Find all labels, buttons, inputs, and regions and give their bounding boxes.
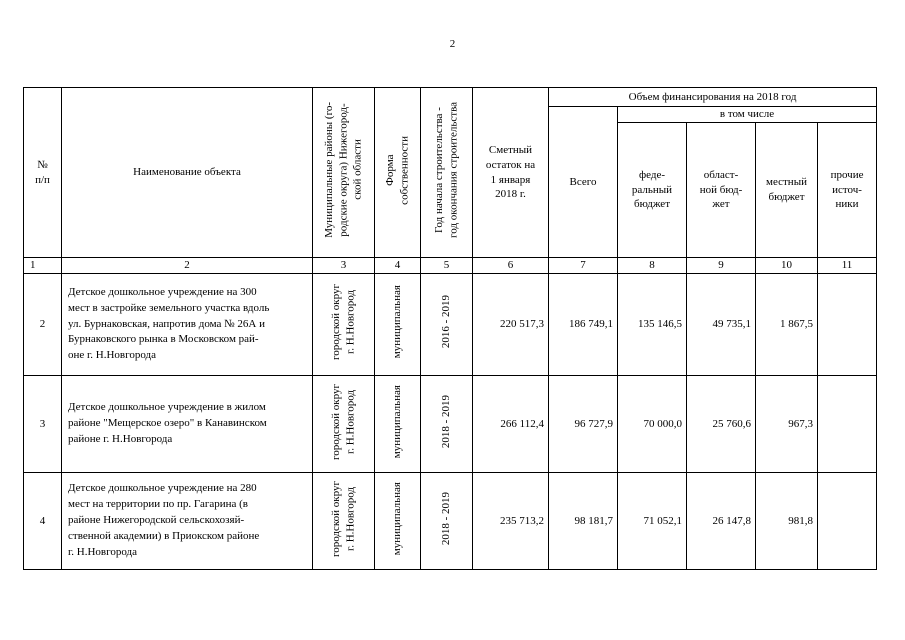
header-local xyxy=(756,123,818,258)
header-years-line: год окончания строительства xyxy=(447,102,460,239)
row-other xyxy=(818,376,877,473)
row-years xyxy=(421,473,473,570)
row-num: 2 xyxy=(24,274,62,376)
row-total: 186 749,1 xyxy=(549,274,618,376)
header-ownership-text xyxy=(383,136,412,205)
row-district-text xyxy=(329,284,358,360)
table-body xyxy=(24,274,877,570)
row-total: 96 727,9 xyxy=(549,376,618,473)
header-remainder-line: 1 января xyxy=(490,173,531,186)
row-federal: 135 146,5 xyxy=(618,274,687,376)
row-district-line: г. Н.Новгород xyxy=(344,486,357,551)
column-number: 4 xyxy=(375,258,421,274)
row-name-line: Бурнаковского рынка в Московском рай- xyxy=(68,333,259,346)
header-other xyxy=(818,123,877,258)
row-ownership-text: муниципальная xyxy=(391,481,404,556)
column-number: 2 xyxy=(62,258,313,274)
header-years-text xyxy=(432,102,461,238)
row-district-line: г. Н.Новгород xyxy=(344,290,357,355)
page-number: 2 xyxy=(449,38,456,50)
row-num: 4 xyxy=(24,473,62,570)
header-ownership-line: Форма xyxy=(384,154,397,186)
column-number: 10 xyxy=(756,258,818,274)
header-num-line: № xyxy=(37,158,48,171)
row-other xyxy=(818,473,877,570)
header-ownership-line: собственности xyxy=(398,135,411,205)
row-name-line: районе "Мещерское озеро" в Канавинском xyxy=(68,417,267,430)
header-total: Всего xyxy=(549,107,618,258)
header-funding-title: Объем финансирования на 2018 год xyxy=(549,88,877,107)
header-federal-line: феде- xyxy=(638,168,665,181)
header-num xyxy=(24,88,62,258)
row-name xyxy=(62,473,313,570)
row-regional: 49 735,1 xyxy=(687,274,756,376)
header-district-line: родские округа) Нижегород- xyxy=(337,103,350,237)
row-ownership-text: муниципальная xyxy=(391,285,404,359)
row-district-line: городской округ xyxy=(330,383,343,460)
header-district-text xyxy=(322,102,365,238)
header-remainder-line: остаток на xyxy=(485,158,536,171)
header-district-line: ской области xyxy=(351,139,364,201)
row-remainder: 266 112,4 xyxy=(473,376,549,473)
row-other xyxy=(818,274,877,376)
row-name xyxy=(62,376,313,473)
row-district-line: городской округ xyxy=(330,480,343,557)
row-years-text: 2018 - 2019 xyxy=(440,491,453,546)
row-ownership xyxy=(375,274,421,376)
header-other-line: источ- xyxy=(832,183,862,196)
financing-table xyxy=(23,87,877,570)
column-number: 11 xyxy=(818,258,877,274)
header-years xyxy=(421,88,473,258)
row-district-text xyxy=(329,481,358,557)
row-name-line: Детское дошкольное учреждение в жилом xyxy=(68,401,266,414)
column-number: 8 xyxy=(618,258,687,274)
table-row xyxy=(24,274,877,376)
column-number: 7 xyxy=(549,258,618,274)
row-name-line: г. Н.Новгорода xyxy=(68,545,138,558)
header-remainder xyxy=(473,88,549,258)
row-name-line: ул. Бурнаковская, напротив дома № 26А и xyxy=(68,317,265,330)
row-ownership xyxy=(375,473,421,570)
row-years-text: 2016 - 2019 xyxy=(440,295,453,349)
column-number: 9 xyxy=(687,258,756,274)
header-num-line: п/п xyxy=(35,173,50,186)
row-num: 3 xyxy=(24,376,62,473)
row-name-line: мест на территории по пр. Гагарина (в xyxy=(68,498,248,511)
header-federal-line: ральный xyxy=(631,183,673,196)
row-name-line: ственной академии) в Приокском районе xyxy=(68,529,260,542)
header-federal-line: бюджет xyxy=(634,198,670,211)
row-ownership xyxy=(375,376,421,473)
row-local: 967,3 xyxy=(756,376,818,473)
column-number: 6 xyxy=(473,258,549,274)
header-remainder-line: Сметный xyxy=(488,143,533,156)
row-ownership-text: муниципальная xyxy=(391,384,404,459)
row-district xyxy=(313,274,375,376)
row-federal: 70 000,0 xyxy=(618,376,687,473)
row-name-line: оне г. Н.Новгорода xyxy=(68,349,157,362)
row-district-text xyxy=(329,384,358,460)
header-ownership xyxy=(375,88,421,258)
table-row xyxy=(24,473,877,570)
row-district xyxy=(313,376,375,473)
header-name: Наименование объекта xyxy=(62,88,313,258)
row-regional: 26 147,8 xyxy=(687,473,756,570)
row-years-text: 2018 - 2019 xyxy=(440,394,453,449)
header-regional-line: жет xyxy=(712,198,730,211)
row-local: 1 867,5 xyxy=(756,274,818,376)
header-remainder-line: 2018 г. xyxy=(495,188,526,201)
row-remainder: 220 517,3 xyxy=(473,274,549,376)
header-years-line: Год начала строительства - xyxy=(433,107,446,233)
header-regional-line: област- xyxy=(703,168,739,181)
header-including: в том числе xyxy=(618,107,877,123)
header-district-line: Муниципальные районы (го- xyxy=(323,102,336,238)
header-district xyxy=(313,88,375,258)
header-regional xyxy=(687,123,756,258)
row-years xyxy=(421,274,473,376)
row-name-line: районе г. Н.Новгорода xyxy=(68,432,173,445)
header-other-line: прочие xyxy=(830,168,864,181)
table-header xyxy=(24,88,877,274)
row-years xyxy=(421,376,473,473)
row-federal: 71 052,1 xyxy=(618,473,687,570)
row-local: 981,8 xyxy=(756,473,818,570)
column-number: 3 xyxy=(313,258,375,274)
row-remainder: 235 713,2 xyxy=(473,473,549,570)
header-local-line: местный xyxy=(766,176,807,189)
row-name xyxy=(62,274,313,376)
column-number: 1 xyxy=(24,258,62,274)
table-row xyxy=(24,376,877,473)
row-name-line: мест в застройке земельного участка вдоль xyxy=(68,301,270,314)
header-federal xyxy=(618,123,687,258)
row-name-line: районе Нижегородской сельскохозяй- xyxy=(68,514,245,527)
row-total: 98 181,7 xyxy=(549,473,618,570)
column-number-row xyxy=(24,258,877,274)
column-number: 5 xyxy=(421,258,473,274)
row-district-line: городской округ xyxy=(330,284,343,361)
row-regional: 25 760,6 xyxy=(687,376,756,473)
row-name-line: Детское дошкольное учреждение на 280 xyxy=(68,482,257,495)
header-regional-line: ной бюд- xyxy=(699,183,743,196)
header-local-line: бюджет xyxy=(768,191,805,203)
row-name-line: Детское дошкольное учреждение на 300 xyxy=(68,285,257,298)
row-district xyxy=(313,473,375,570)
header-other-line: ники xyxy=(835,198,859,211)
row-district-line: г. Н.Новгород xyxy=(344,389,357,454)
